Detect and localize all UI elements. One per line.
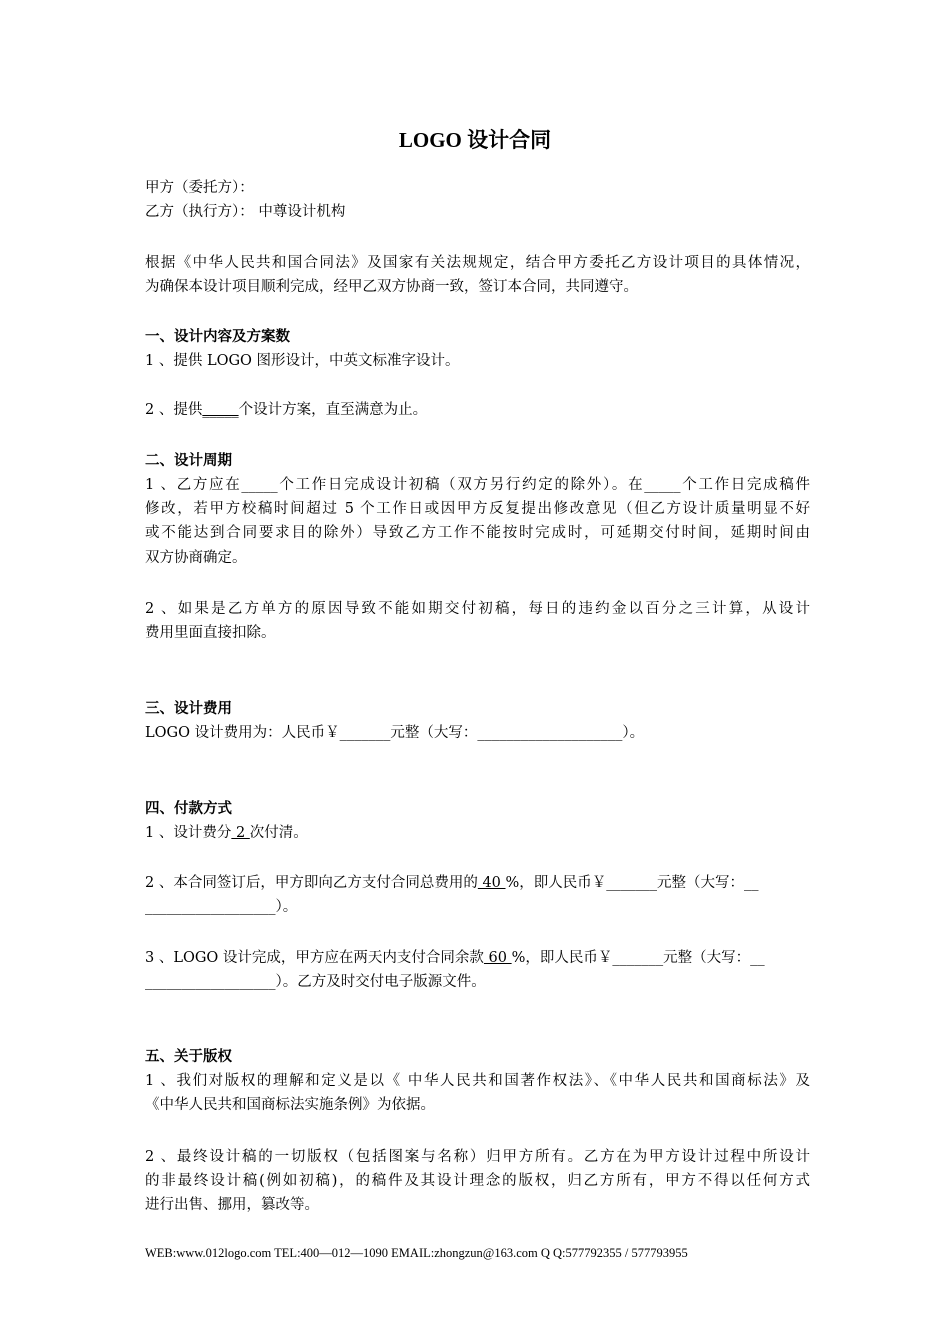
s5-p1-line-2: 《中华人民共和国商标法实施条例》为依据。	[145, 1097, 435, 1113]
s2-p1-line-1: 1 、乙方应在_____个工作日完成设计初稿（双方另行约定的除外）。在_____个工作日完成稿件	[145, 477, 810, 493]
intro-line-2: 为确保本设计项目顺利完成，经甲乙双方协商一致，签订本合同，共同遵守。	[145, 279, 638, 295]
s3-fee-line: LOGO 设计费用为：人民币￥_______元整（大写：____________________）。	[145, 725, 645, 741]
s4-item-2-line-2: __________________）。	[145, 899, 298, 915]
s1-item-2: 2 、提供_____个设计方案，直至满意为止。	[145, 402, 428, 418]
section-4-heading: 四、付款方式	[145, 800, 232, 817]
section-3-heading: 三、设计费用	[145, 700, 232, 717]
s1-item-1: 1 、提供 LOGO 图形设计，中英文标准字设计。	[145, 353, 460, 369]
page-footer-contact: WEB:www.012logo.com TEL:400—012—1090 EMAIL:zhongzun@163.com Q Q:577792355 / 577793955	[145, 1246, 688, 1260]
s4-item-2-line-1: 2 、本合同签订后，甲方即向乙方支付合同总费用的 40 %，即人民币￥_______元整（大写：__	[145, 875, 759, 891]
installment-count: 2	[231, 825, 250, 841]
first-payment-percent: 40	[477, 875, 506, 891]
section-5-heading: 五、关于版权	[145, 1048, 232, 1065]
party-a: 甲方（委托方）：	[145, 180, 254, 196]
section-1-heading: 一、设计内容及方案数	[145, 328, 290, 345]
section-2-heading: 二、设计周期	[145, 452, 232, 469]
s5-p2-line-1: 2 、最终设计稿的一切版权（包括图案与名称）归甲方所有。乙方在为甲方设计过程中所设计	[145, 1149, 810, 1165]
page-title: LOGO 设计合同	[398, 128, 552, 152]
s2-p2-line-1: 2 、如果是乙方单方的原因导致不能如期交付初稿，每日的违约金以百分之三计算，从设计	[145, 601, 810, 617]
s5-p2-line-3: 进行出售、挪用，篡改等。	[145, 1197, 319, 1213]
scheme-count-blank: _____	[202, 402, 239, 418]
s5-p2-line-2: 的非最终设计稿(例如初稿)，的稿件及其设计理念的版权，归乙方所有，甲方不得以任何方式	[145, 1173, 810, 1189]
intro-line-1: 根据《中华人民共和国合同法》及国家有关法规规定，结合甲方委托乙方设计项目的具体情况，	[145, 255, 810, 271]
s2-p1-line-4: 双方协商确定。	[145, 550, 247, 566]
party-b: 乙方（执行方）： 中尊设计机构	[145, 204, 346, 220]
final-payment-percent: 60	[483, 950, 512, 966]
s5-p1-line-1: 1 、我们对版权的理解和定义是以《 中华人民共和国著作权法》、《中华人民共和国商标法》及	[145, 1073, 810, 1089]
s4-item-3-line-1: 3 、LOGO 设计完成，甲方应在两天内支付合同余款 60 %，即人民币￥_______元整（大写：__	[145, 950, 765, 966]
s4-item-1: 1 、设计费分 2 次付清。	[145, 825, 308, 841]
s2-p1-line-2: 修改，若甲方校稿时间超过 5 个工作日或因甲方反复提出修改意见（但乙方设计质量明显不好	[145, 501, 810, 517]
s4-item-3-line-2: __________________）。乙方及时交付电子版源文件。	[145, 974, 486, 990]
s2-p1-line-3: 或不能达到合同要求目的除外）导致乙方工作不能按时完成时，可延期交付时间，延期时间由	[145, 525, 810, 541]
s2-p2-line-2: 费用里面直接扣除。	[145, 625, 276, 641]
